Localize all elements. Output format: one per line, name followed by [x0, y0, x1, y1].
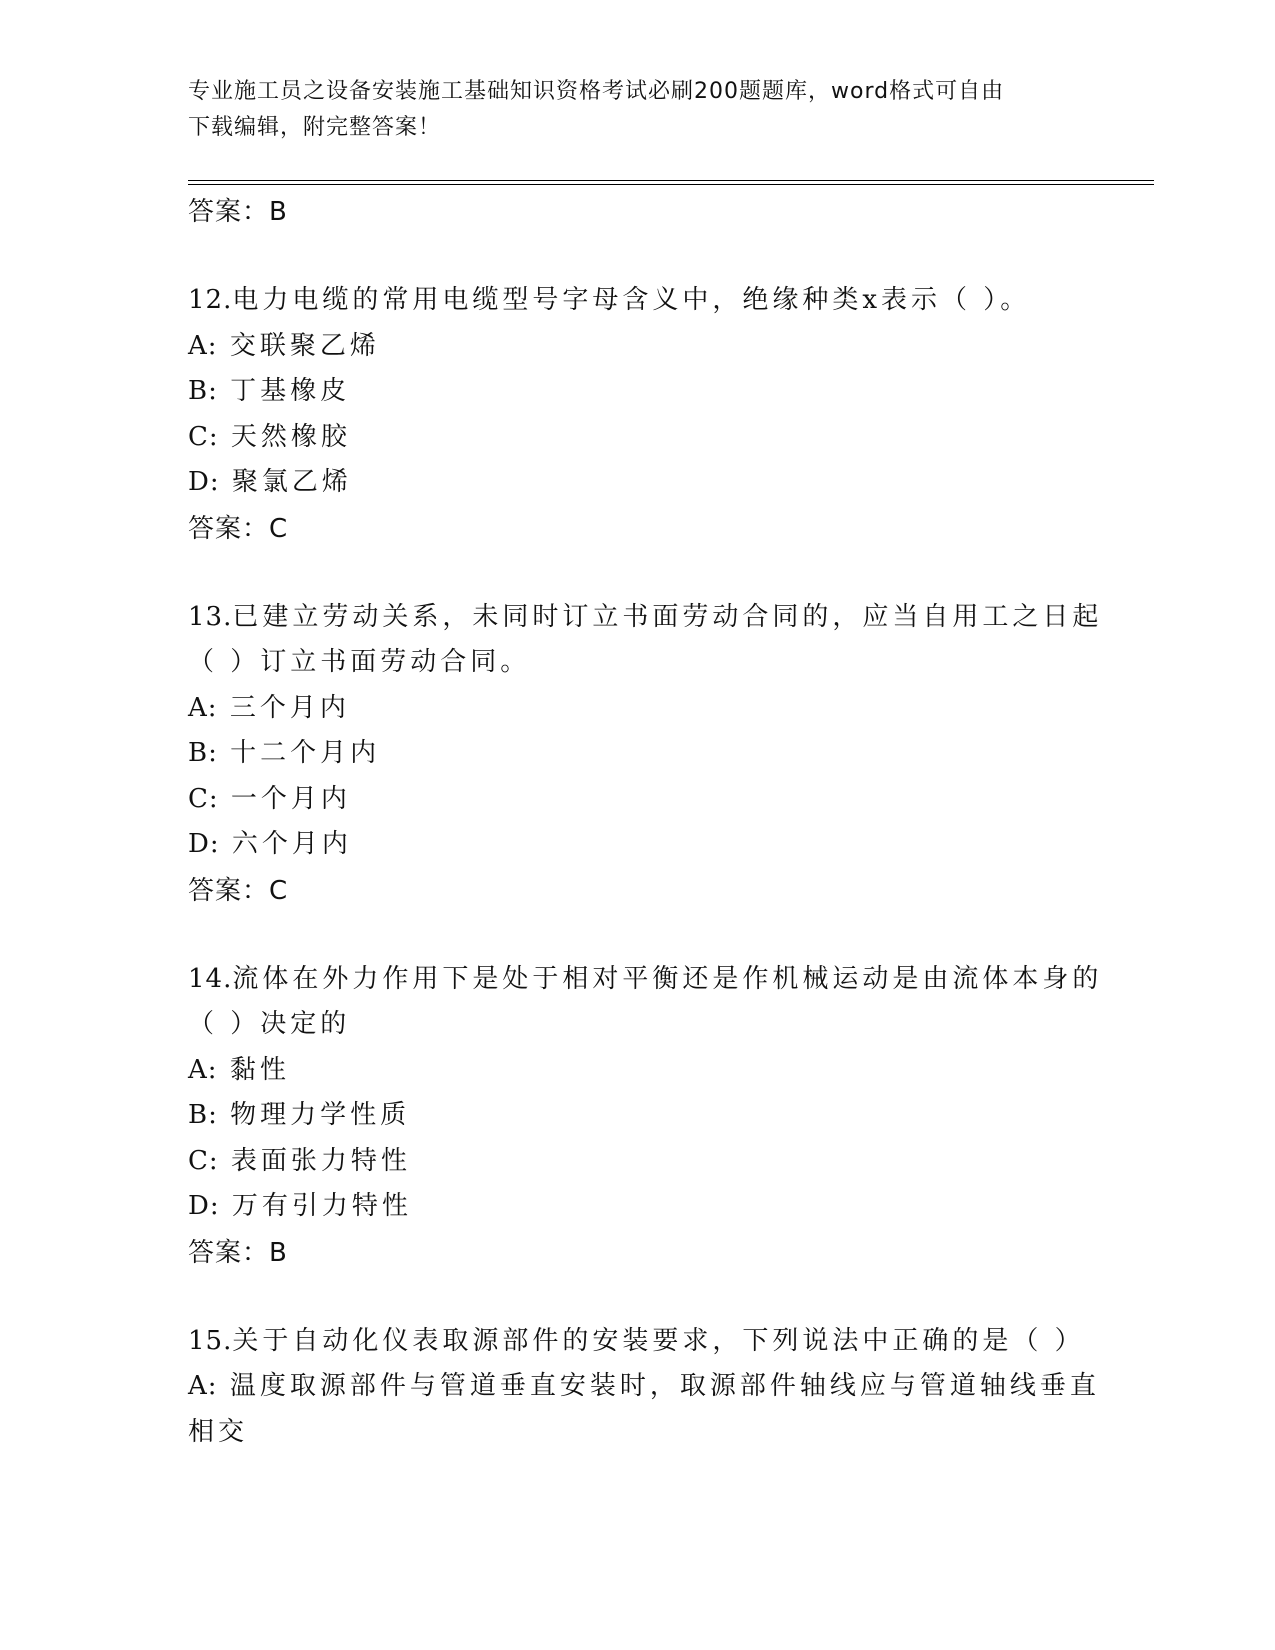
option-a	[188, 1048, 1088, 1094]
question-13	[188, 595, 1103, 914]
option-text: 六个月内	[231, 829, 352, 859]
option-letter: C:	[188, 783, 219, 814]
option-text: 交联聚乙烯	[229, 330, 380, 361]
option-text: 丁基橡皮	[230, 376, 351, 406]
option-text: 万有引力特性	[231, 1191, 412, 1221]
question-number: 15.	[188, 1325, 233, 1356]
option-letter: A:	[188, 330, 218, 361]
answer-q14: 答案：B	[188, 1237, 288, 1268]
option-d	[188, 460, 1088, 506]
option-text: 表面张力特性	[230, 1145, 411, 1176]
option-a	[188, 686, 1088, 732]
option-a-continuation	[188, 1410, 1088, 1456]
question-number: 12.	[188, 285, 233, 315]
option-letter: A:	[188, 1054, 218, 1085]
option-letter: B:	[188, 1100, 218, 1130]
option-letter: C:	[188, 1145, 219, 1176]
header-divider-top	[188, 180, 1154, 181]
question-text-line	[188, 640, 1088, 686]
option-c	[188, 415, 1088, 461]
question-14	[188, 957, 1103, 1276]
question-text: 关于自动化仪表取源部件的安装要求，下列说法中正确的是（ ）	[232, 1325, 1085, 1356]
header-line-1: 专业施工员之设备安装施工基础知识资格考试必刷200题题库，word格式可自由	[188, 79, 1005, 104]
option-a	[188, 324, 1088, 370]
header-divider-bottom	[188, 184, 1154, 185]
question-text-line	[188, 1319, 1088, 1365]
option-text: 三个月内	[229, 692, 350, 723]
answer-q13: 答案：C	[188, 875, 289, 906]
option-letter: D:	[188, 829, 220, 859]
question-number: 14.	[188, 963, 233, 994]
option-text: 一个月内	[230, 783, 351, 814]
option-letter: A:	[188, 1371, 218, 1401]
option-text: 十二个月内	[230, 738, 381, 768]
option-text: 天然橡胶	[230, 421, 351, 452]
option-text: 相交	[188, 1416, 249, 1447]
option-d	[188, 1184, 1088, 1230]
spacer	[188, 552, 1088, 595]
option-text: 物理力学性质	[230, 1100, 411, 1130]
question-text: （ ）订立书面劳动合同。	[188, 647, 531, 677]
spacer	[188, 1276, 1088, 1319]
option-b	[188, 1093, 1088, 1139]
question-list	[188, 189, 1103, 1455]
question-15	[188, 1319, 1100, 1456]
option-b	[188, 731, 1088, 777]
question-text-line	[188, 278, 1088, 324]
option-letter: C:	[188, 421, 219, 452]
question-text-line	[188, 1002, 1088, 1048]
question-text-line	[188, 957, 1103, 1003]
question-text: 已建立劳动关系，未同时订立书面劳动合同的，应当自用工之日起	[232, 601, 1103, 632]
option-a	[188, 1364, 1100, 1410]
spacer	[188, 914, 1088, 957]
option-letter: D:	[188, 467, 220, 497]
question-number: 13.	[188, 601, 233, 632]
question-12	[188, 278, 1088, 552]
header-line-2: 下载编辑，附完整答案！	[188, 115, 442, 140]
option-text: 温度取源部件与管道垂直安装时，取源部件轴线应与管道轴线垂直	[229, 1371, 1100, 1401]
option-text: 黏性	[229, 1054, 290, 1085]
option-c	[188, 1139, 1088, 1185]
option-c	[188, 777, 1088, 823]
option-letter: A:	[188, 692, 218, 723]
question-text-line	[188, 595, 1103, 641]
spacer	[188, 235, 1088, 278]
option-letter: B:	[188, 738, 218, 768]
question-text: 流体在外力作用下是处于相对平衡还是作机械运动是由流体本身的	[232, 963, 1103, 994]
question-text: （ ）决定的	[188, 1009, 351, 1039]
option-b	[188, 369, 1088, 415]
option-letter: D:	[188, 1191, 220, 1221]
answer-q12: 答案：C	[188, 513, 289, 544]
option-text: 聚氯乙烯	[231, 467, 352, 497]
question-text: 电力电缆的常用电缆型号字母含义中，绝缘种类x表示（ ）。	[232, 285, 1031, 315]
answer-q11: 答案：B	[188, 197, 288, 227]
document-header	[188, 74, 1068, 146]
option-letter: B:	[188, 376, 218, 406]
option-d	[188, 822, 1088, 868]
